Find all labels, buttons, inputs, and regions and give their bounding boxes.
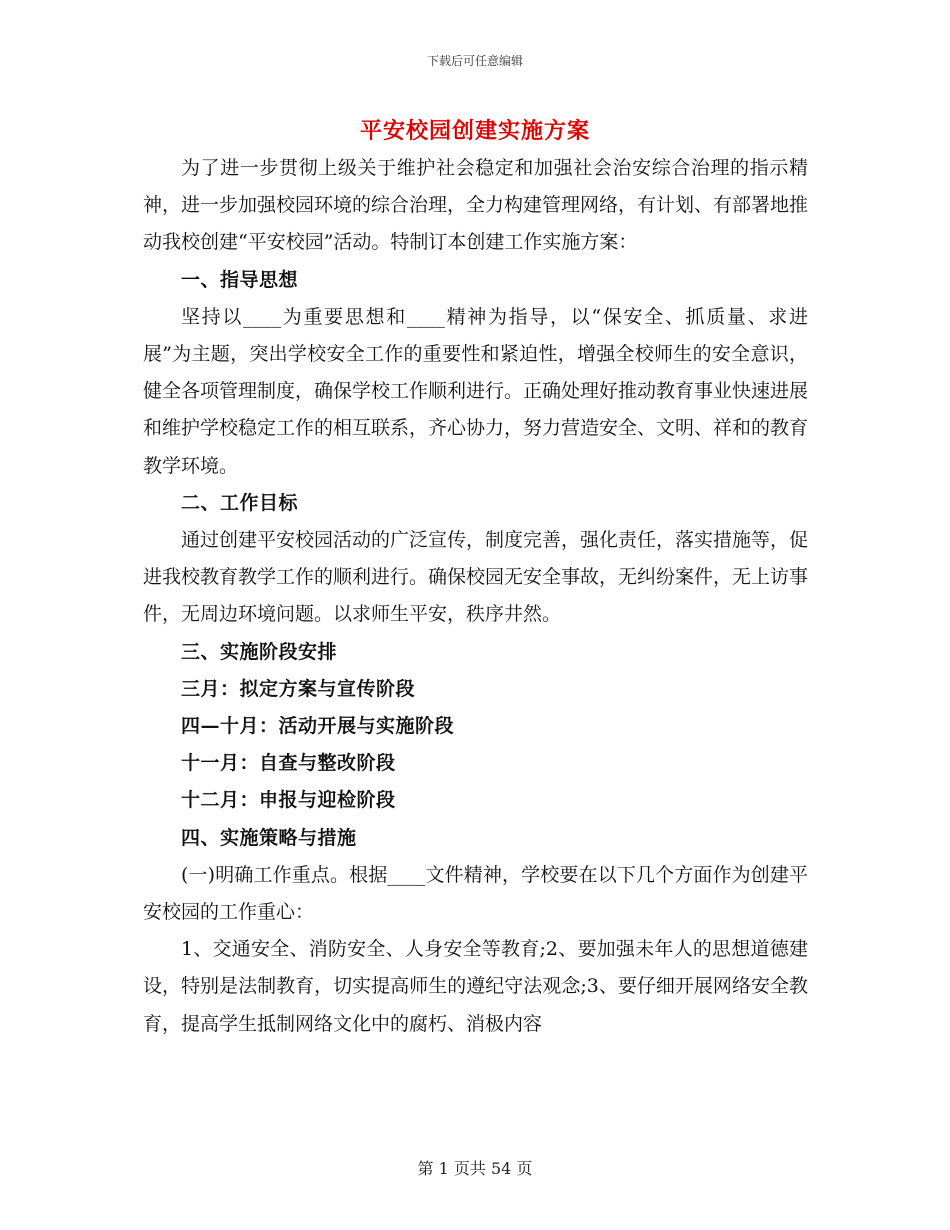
stage-march: 三月：拟定方案与宣传阶段	[181, 677, 416, 700]
stage-november: 十一月：自查与整改阶段	[181, 752, 396, 775]
intro-paragraph: 为了进一步贯彻上级关于维护社会稳定和加强社会治安综合治理的指示精神，进一步加强校园环境的综合治理，全力构建管理网络，有计划、有部署地推动我校创建“平安校园”活动。特制订本创建工作实施方案：	[143, 157, 809, 254]
section-heading-strategies: 四、实施策略与措施	[181, 826, 357, 849]
page-number: 第 1 页共 54 页	[417, 1159, 533, 1178]
work-goals-paragraph: 通过创建平安校园活动的广泛宣传，制度完善，强化责任，落实措施等，促进我校教育教学工作的顺利进行。确保校园无安全事故，无纠纷案件，无上访事件，无周边环境问题。以求师生平安，秩序井然。	[143, 529, 809, 626]
section-heading-stages: 三、实施阶段安排	[181, 640, 338, 663]
header-note: 下载后可任意编辑	[426, 54, 523, 68]
section-heading-guiding-ideology: 一、指导思想	[181, 268, 299, 291]
strategy-focus-paragraph: (一)明确工作重点。根据____文件精神，学校要在以下几个方面作为创建平安校园的工作重心：	[143, 863, 808, 924]
guiding-ideology-paragraph: 坚持以____为重要思想和____精神为指导，以“保安全、抓质量、求进展”为主题，突出学校安全工作的重要性和紧迫性，增强全校师生的安全意识，健全各项管理制度，确保学校工作顺利进行。正确处理好推动教育事业快速进展和维护学校稳定工作的相互联系，齐心协力，努力营造安全、文明、祥和的教育教学环境。	[143, 305, 809, 477]
strategy-items-paragraph: 1、交通安全、消防安全、人身安全等教育;2、要加强未年人的思想道德建设，特别是法制教育，切实提高师生的遵纪守法观念;3、要仔细开展网络安全教育，提高学生抵制网络文化中的腐朽、消极内容	[143, 938, 808, 1035]
stage-april-october: 四—十月：活动开展与实施阶段	[181, 715, 455, 738]
section-heading-work-goals: 二、工作目标	[181, 491, 299, 514]
document-title: 平安校园创建实施方案	[359, 118, 590, 144]
stage-december: 十二月：申报与迎检阶段	[181, 789, 396, 812]
document-body	[143, 150, 808, 1043]
